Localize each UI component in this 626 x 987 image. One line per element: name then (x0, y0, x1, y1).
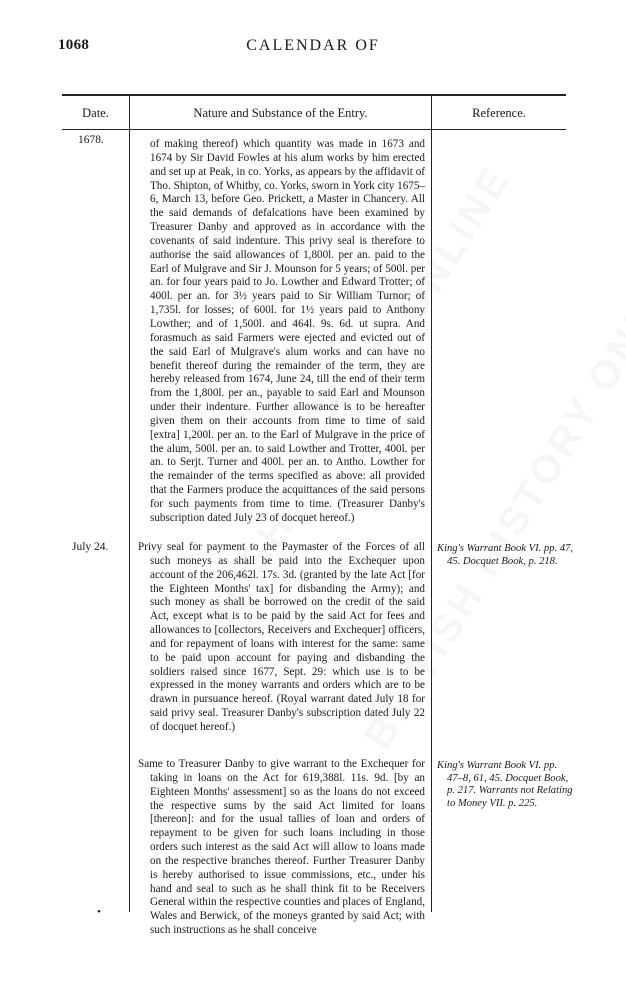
entry-date: 1678. (78, 134, 104, 146)
running-title: CALENDAR OF (246, 37, 380, 54)
header-rule (62, 129, 566, 130)
top-rule (62, 94, 566, 96)
entry-paragraph: Privy seal for payment to the Paymaster of the Forces of all such moneys as shall be paid into the Exchequer upon account of the 206,462l. 17s. 3d. (granted by the late Act [for the Eighteen Months' tax] for disbanding the Army); and such money as shall be borrowed on the credit of the said Act, except what is to be paid by the said Act for fees and allowances to [collectors, Receivers and Exchequer] officers, and for repayment of loans with interest for the same: same to be paid upon account for paying and disbanding the soldiers raised since 1677, Sept. 29: which use is to be expressed in the money warrants and orders which are to be drawn in pursuance hereof. (Royal warrant dated July 18 for said privy seal. Treasurer Danby's subscription dated July 22 of docquet hereof.) (138, 541, 425, 733)
entry-reference: King's Warrant Book VI. pp. 47–8, 61, 45. Docquet Book, p. 217. Warrants not Relating to Money VII. p. 225. (437, 760, 573, 809)
column-divider-right (431, 94, 432, 912)
entry-text (138, 138, 425, 526)
page-number: 1068 (58, 37, 90, 53)
column-header-nature: Nature and Substance of the Entry. (193, 106, 368, 120)
entry-text (138, 758, 425, 938)
entry-text (138, 541, 425, 735)
entry-paragraph: of making thereof) which quantity was made in 1673 and 1674 by Sir David Fowles at his alum works by him erected and set up at Peak, in co. Yorks, as appears by the affidavit of Tho. Shipton, of Whitby, co. Yorks, sworn in York city 1675–6, March 13, before Geo. Prickett, a Master in Chancery. All the said demands of defalcations have been examined by Treasurer Danby and approved as in accordance with the covenants of said indenture. This privy seal is therefore to authorise the said allowances of 1,800l. per an. paid to the Earl of Mulgrave and Sir J. Mounson for 5 years; of 500l. per an. for four years paid to Jo. Lowther and Edward Trotter; of 400l. per an. for 3½ years paid to Sir William Turnor; of 1,735l. for losses; of 600l. for 1½ years paid to Anthony Lowther; and of 1,500l. and 464l. 9s. 6d. ut supra. And forasmuch as said Farmers were ejected and evicted out of the said Earl of Mulgrave's alum works and can have no benefit thereof during the remainder of the term, they are hereby released from 1674, June 24, till the end of their term from the 1,800l. per an., payable to said Earl and Mounson under their indenture. Further allowance is to be hereafter given them on their accounts from time to time of said [extra] 1,200l. per an. to the Earl of Mulgrave in the price of the alum, 500l. per an. to said Lowther and Trotter, 400l. per an. to Serjt. Turner and 400l. per an. to Antho. Lowther for the remainder of the terms specified as above: all provided that the Farmers produce the acquittances of the said persons for such payments from time to time. (Treasurer Danby's subscription dated July 23 of docquet hereof.) (150, 138, 425, 524)
column-header-date: Date. (82, 106, 109, 120)
column-divider-left (129, 94, 130, 912)
entry-date: July 24. (72, 541, 109, 553)
column-header-reference: Reference. (472, 106, 526, 120)
entry-paragraph: Same to Treasurer Danby to give warrant to the Exchequer for taking in loans on the Act for 619,388l. 11s. 9d. [by an Eighteen Months' assessment] so as the loans do not exceed the respective sums by the said Act limited for loans [thereon]: and for the usual tallies of loan and orders of repayment to be given for such loans including in those orders such interest as the said Act will allow to loans made on the respective branches thereof. Further Treasurer Danby is hereby authorised to issue commissions, etc., under his hand and seal to such as he shall think fit to be Receivers General within the respective counties and places of England, Wales and Berwick, of the moneys granted by said Act; with such instructions as he shall conceive (138, 758, 426, 937)
page-mark: • (97, 906, 101, 918)
entry-reference: King's Warrant Book VI. pp. 47, 45. Docquet Book, p. 218. (437, 543, 574, 567)
